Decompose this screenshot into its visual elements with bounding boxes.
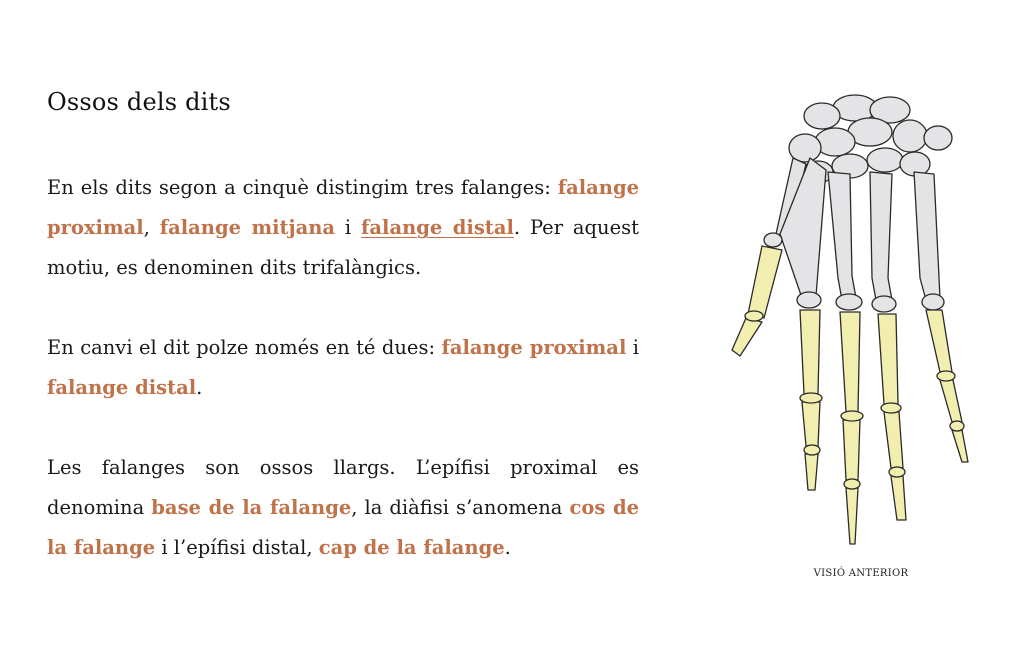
p2-text-2: i — [626, 336, 640, 359]
term-thumb-proximal-phalanx-link[interactable]: falange proximal — [441, 336, 627, 359]
paragraph-long-bones — [47, 448, 639, 568]
term-phalanx-body-link[interactable]: cos de la falange — [47, 496, 640, 559]
hand-bones-illustration — [700, 88, 1000, 558]
p1-text-2: , — [143, 216, 160, 239]
content-text — [47, 168, 639, 608]
term-middle-phalanx-link[interactable]: falange mitjana — [159, 216, 336, 239]
term-proximal-phalanx-link[interactable]: falange proximal — [47, 176, 639, 239]
metacarpal-bones — [764, 158, 944, 312]
p3-text-2: , la diàfisi s’anomena — [351, 496, 570, 519]
p1-text-3: i — [335, 216, 362, 239]
page-title: Ossos dels dits — [47, 88, 231, 116]
p2-text-3: . — [196, 376, 203, 399]
p3-text-3: i l’epífisi distal, — [155, 536, 319, 559]
paragraph-three-phalanges — [47, 168, 639, 288]
term-phalanx-head-link[interactable]: cap de la falange — [318, 536, 505, 559]
figure-caption: VISIÓ ANTERIOR — [813, 568, 909, 579]
paragraph-thumb — [47, 328, 639, 408]
p3-text-1: Les falanges son ossos llargs. L’epífisi proximal es denomina — [47, 456, 639, 519]
term-distal-phalanx-link[interactable]: falange distal — [361, 216, 514, 239]
term-thumb-distal-phalanx-link[interactable]: falange distal — [47, 376, 197, 399]
term-phalanx-base-link[interactable]: base de la falange — [151, 496, 352, 519]
p1-text-1: En els dits segon a cinquè distingim tres falanges: — [47, 176, 558, 199]
p1-text-4: . Per aquest motiu, es denominen dits trifalàngics. — [47, 216, 639, 279]
hand-skeleton-svg — [700, 88, 1000, 558]
p2-text-1: En canvi el dit polze només en té dues: — [47, 336, 442, 359]
p3-text-4: . — [504, 536, 511, 559]
